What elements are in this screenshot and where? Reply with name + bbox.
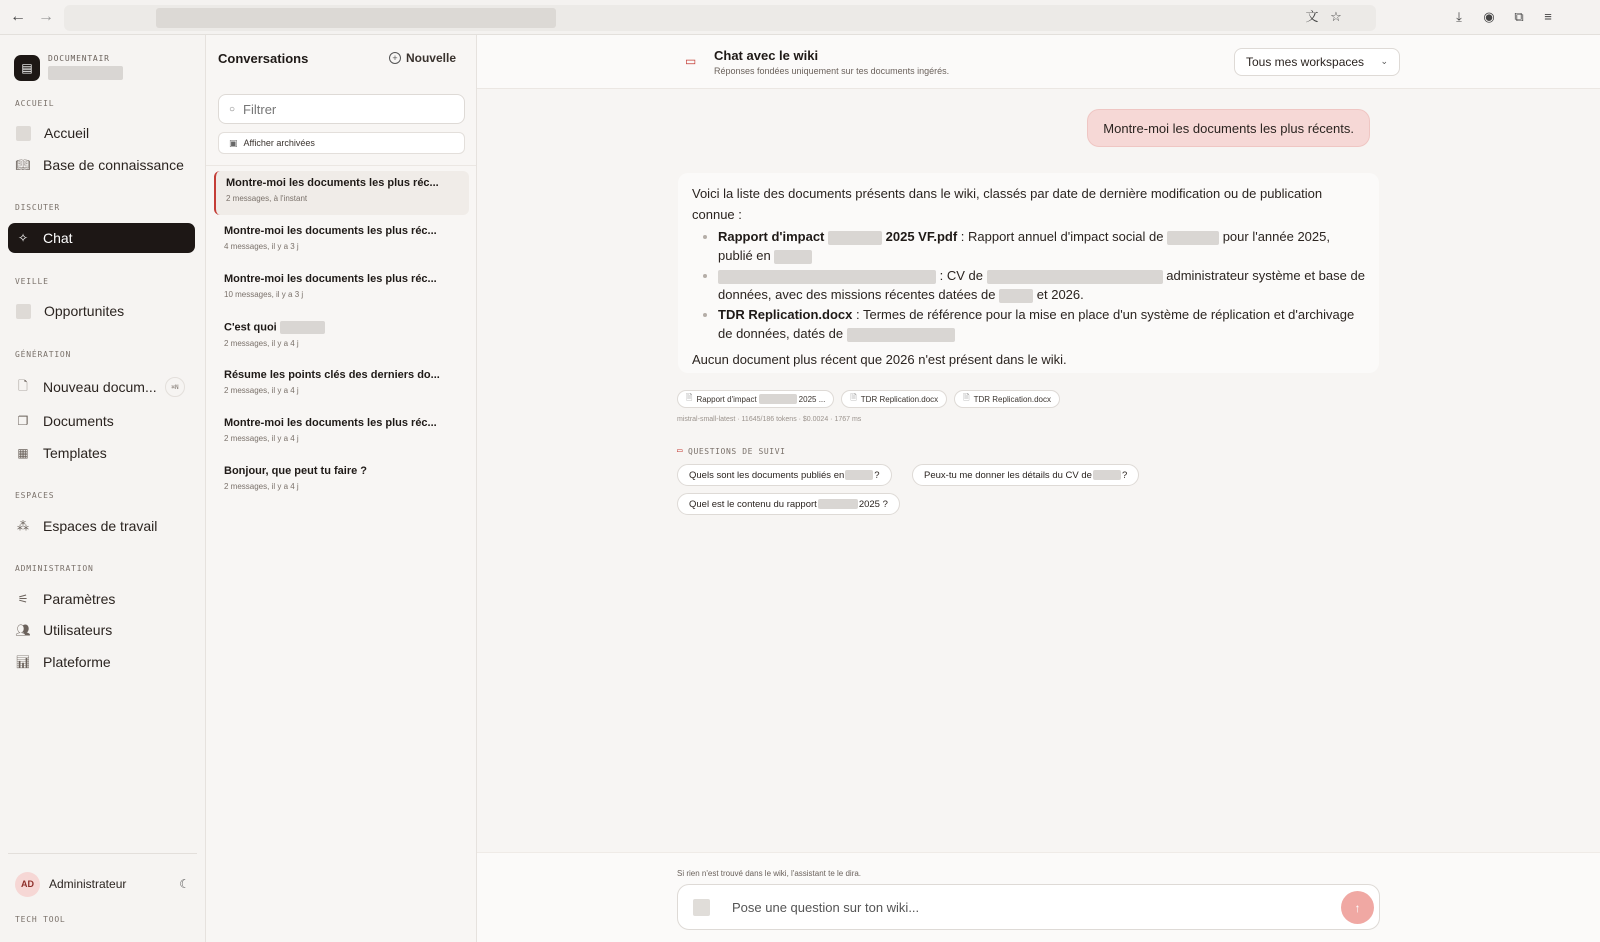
chevron-down-icon: ⌄ bbox=[1380, 56, 1388, 66]
conversation-meta: 2 messages, il y a 4 j bbox=[224, 339, 299, 348]
chat-bubble-icon: ▭ bbox=[685, 54, 697, 68]
templates-icon: ▦ bbox=[17, 446, 29, 460]
book-icon: 📖︎ bbox=[15, 158, 31, 172]
answer-conclusion: Aucun document plus récent que 2026 n'est présent dans le wiki. bbox=[692, 352, 1067, 367]
conversations-title: Conversations bbox=[218, 51, 309, 66]
address-bar[interactable] bbox=[64, 5, 1376, 31]
section-label-administration: ADMINISTRATION bbox=[15, 564, 94, 573]
redacted-text bbox=[828, 231, 882, 245]
filter-field[interactable] bbox=[218, 94, 465, 124]
section-label-espaces: ESPACES bbox=[15, 491, 55, 500]
users-icon: 👥︎ bbox=[15, 623, 31, 637]
conversations-panel bbox=[206, 35, 477, 942]
document-icon: 🗎︎ bbox=[963, 393, 970, 402]
sparkle-icon: ✧ bbox=[17, 231, 29, 245]
bar-chart-icon: 📊︎ bbox=[15, 655, 31, 669]
sources-row bbox=[677, 390, 1067, 408]
page-title: Chat avec le wiki bbox=[714, 48, 819, 63]
document-icon: 🗎︎ bbox=[686, 393, 693, 402]
answer-list-item: • Rapport d'impact 2025 VF.pdf : Rapport annuel d'impact social de pour l'année 2025, publié en bbox=[718, 227, 1365, 265]
assistant-message bbox=[678, 173, 1379, 373]
star-icon[interactable]: ☆ bbox=[1330, 9, 1342, 24]
followups-label: ▭ QUESTIONS DE SUIVI bbox=[677, 446, 786, 456]
sidebar bbox=[0, 35, 206, 942]
redacted-text bbox=[999, 289, 1033, 303]
source-chip[interactable]: 🗎︎ TDR Replication.docx bbox=[841, 390, 947, 408]
conversation-meta: 4 messages, il y a 3 j bbox=[224, 242, 299, 251]
conversation-title: Bonjour, que peut tu faire ? bbox=[224, 465, 367, 477]
brand-subtitle-redacted bbox=[48, 66, 123, 80]
document-icon: 🗎︎ bbox=[850, 393, 857, 402]
sidebar-item-label: Plateforme bbox=[43, 654, 111, 670]
sidebar-item-label: Documents bbox=[43, 413, 114, 429]
search-icon: ○ bbox=[229, 103, 236, 115]
new-conversation-label: Nouvelle bbox=[405, 51, 456, 65]
conversation-item[interactable] bbox=[214, 363, 469, 407]
settings-sliders-icon: ⚟ bbox=[17, 592, 29, 606]
url-redacted bbox=[156, 8, 556, 28]
redacted-text bbox=[1167, 231, 1219, 245]
account-icon[interactable]: ◉ bbox=[1483, 9, 1495, 24]
download-icon[interactable]: ⤓ bbox=[1456, 9, 1462, 24]
new-conversation-button[interactable] bbox=[389, 51, 456, 65]
redacted-text bbox=[280, 321, 325, 334]
sidebar-item-plateforme[interactable] bbox=[8, 647, 195, 677]
sidebar-item-accueil[interactable] bbox=[8, 118, 195, 148]
conversation-title: Résume les points clés des derniers do... bbox=[224, 369, 440, 381]
sidebar-item-base[interactable] bbox=[8, 150, 195, 180]
redacted-text bbox=[759, 394, 797, 404]
sidebar-item-documents[interactable] bbox=[8, 406, 195, 436]
forward-icon[interactable]: → bbox=[38, 8, 54, 25]
conversation-title: Montre-moi les documents les plus réc... bbox=[224, 417, 437, 429]
conversation-meta: 10 messages, il y a 3 j bbox=[224, 290, 304, 299]
question-input[interactable] bbox=[732, 900, 1312, 915]
conversation-meta: 2 messages, il y a 4 j bbox=[224, 434, 299, 443]
sidebar-divider bbox=[8, 853, 197, 854]
page-subtitle: Réponses fondées uniquement sur tes documents ingérés. bbox=[714, 66, 950, 76]
conversation-meta: 2 messages, il y a 4 j bbox=[224, 386, 299, 395]
workspace-select-value: Tous mes workspaces bbox=[1246, 55, 1365, 69]
answer-list-item: • : CV de administrateur système et base de données, avec des missions récentes datées de et 2026. bbox=[718, 266, 1365, 304]
conversation-meta: 2 messages, à l'instant bbox=[226, 194, 308, 203]
composer-hint: Si rien n'est trouvé dans le wiki, l'assistant te le dira. bbox=[677, 869, 862, 878]
sidebar-item-label: Nouveau docum... bbox=[43, 379, 157, 395]
token-usage: mistral-small-latest · 11645/186 tokens · $0.0024 · 1767 ms bbox=[677, 416, 862, 423]
chat-main bbox=[477, 35, 1600, 942]
conversation-item[interactable] bbox=[214, 219, 469, 263]
filter-input[interactable] bbox=[243, 102, 443, 117]
source-chip[interactable]: 🗎︎ Rapport d'impact 2025 ... bbox=[677, 390, 834, 408]
sidebar-item-label: Utilisateurs bbox=[43, 622, 113, 638]
workspaces-icon: ⁂ bbox=[17, 519, 29, 533]
avatar: AD bbox=[15, 872, 40, 897]
workspace-select[interactable] bbox=[1234, 48, 1400, 76]
browser-toolbar bbox=[0, 0, 1600, 35]
section-label-accueil: ACCUEIL bbox=[15, 99, 55, 108]
chat-bubble-icon: ▭ bbox=[677, 446, 684, 456]
redacted-filename bbox=[718, 270, 936, 284]
sidebar-item-label: Espaces de travail bbox=[43, 518, 158, 534]
redacted-text bbox=[847, 328, 955, 342]
sidebar-item-label: Base de connaissance bbox=[43, 157, 184, 173]
conversation-item[interactable] bbox=[214, 411, 469, 455]
footer-label: TECH TOOL bbox=[15, 915, 66, 924]
sidebar-item-label: Chat bbox=[43, 230, 73, 246]
conversation-title: C'est quoi bbox=[224, 321, 469, 334]
section-label-generation: GÉNÉRATION bbox=[15, 350, 72, 359]
opportunities-icon bbox=[16, 304, 31, 319]
chat-header bbox=[477, 35, 1600, 89]
sidebar-item-label: Paramètres bbox=[43, 591, 116, 607]
sidebar-item-label: Accueil bbox=[44, 125, 90, 141]
document-logo-icon: ▤ bbox=[14, 55, 40, 81]
source-chip[interactable]: 🗎︎ TDR Replication.docx bbox=[954, 390, 1060, 408]
show-archived-button[interactable] bbox=[218, 132, 465, 154]
redacted-text bbox=[1093, 470, 1121, 480]
composer[interactable] bbox=[677, 884, 1380, 930]
documents-icon: ❐ bbox=[17, 414, 29, 428]
conversation-item[interactable] bbox=[214, 267, 469, 311]
sidebar-item-nouveau-document[interactable] bbox=[8, 372, 195, 402]
home-icon bbox=[16, 126, 31, 141]
redacted-text bbox=[818, 499, 858, 509]
conversations-divider bbox=[206, 165, 476, 166]
user-message: Montre-moi les documents les plus récents. bbox=[1087, 109, 1370, 147]
conversation-item[interactable] bbox=[214, 315, 469, 359]
sidebar-item-templates[interactable] bbox=[8, 438, 195, 468]
show-archived-label: Afficher archivées bbox=[243, 138, 315, 148]
followup-question[interactable]: Quels sont les documents publiés en ? bbox=[677, 464, 892, 486]
sidebar-item-label: Templates bbox=[43, 445, 107, 461]
sidebar-item-utilisateurs[interactable] bbox=[8, 615, 195, 645]
send-button[interactable] bbox=[1341, 891, 1374, 924]
conversation-item[interactable] bbox=[214, 459, 469, 503]
answer-intro: Voici la liste des documents présents dans le wiki, classés par date de dernière modification ou de publication connue : bbox=[692, 186, 1323, 222]
section-label-discuter: DISCUTER bbox=[15, 203, 60, 212]
moon-icon[interactable]: ☾ bbox=[179, 877, 190, 891]
user-name: Administrateur bbox=[49, 877, 127, 891]
conversation-item[interactable] bbox=[214, 171, 469, 215]
brand[interactable] bbox=[14, 54, 123, 81]
answer-list-item: • TDR Replication.docx : Termes de référence pour la mise en place d'un système de réplication et d'archivage de données, datés de bbox=[718, 305, 1365, 343]
sidebar-item-label: Opportunites bbox=[44, 303, 125, 319]
followup-question[interactable]: Peux-tu me donner les détails du CV de ? bbox=[912, 464, 1139, 486]
answer-list bbox=[718, 227, 1365, 343]
conversation-meta: 2 messages, il y a 4 j bbox=[224, 482, 299, 491]
section-label-veille: VEILLE bbox=[15, 277, 49, 286]
archive-icon: ▣ bbox=[229, 137, 238, 148]
sidebar-item-parametres[interactable] bbox=[8, 584, 195, 614]
shortcut-badge: ⌘N bbox=[165, 377, 185, 397]
new-document-icon: 🗋︎ bbox=[18, 378, 28, 393]
redacted-text bbox=[774, 250, 812, 264]
sidebar-item-opportunites[interactable] bbox=[8, 296, 195, 326]
conversation-title: Montre-moi les documents les plus réc... bbox=[226, 177, 439, 189]
redacted-text bbox=[987, 270, 1163, 284]
extensions-icon[interactable]: ⧉ bbox=[1514, 9, 1524, 24]
plus-circle-icon: + bbox=[389, 52, 401, 64]
sidebar-item-chat[interactable] bbox=[8, 223, 195, 253]
translate-icon[interactable]: 文 bbox=[1305, 9, 1319, 24]
arrow-up-icon: ↑ bbox=[1354, 900, 1361, 915]
back-icon[interactable]: ← bbox=[10, 8, 26, 25]
menu-icon[interactable]: ≡ bbox=[1544, 9, 1552, 24]
conversation-title: Montre-moi les documents les plus réc... bbox=[224, 273, 437, 285]
sidebar-item-espaces-de-travail[interactable] bbox=[8, 511, 195, 541]
conversation-title: Montre-moi les documents les plus réc... bbox=[224, 225, 437, 237]
composer-area bbox=[477, 852, 1600, 942]
attachment-icon[interactable] bbox=[693, 899, 710, 916]
user-profile[interactable] bbox=[15, 871, 190, 897]
redacted-text bbox=[845, 470, 873, 480]
brand-name: DOCUMENTAIR bbox=[48, 54, 110, 63]
followup-question[interactable]: Quel est le contenu du rapport 2025 ? bbox=[677, 493, 900, 515]
